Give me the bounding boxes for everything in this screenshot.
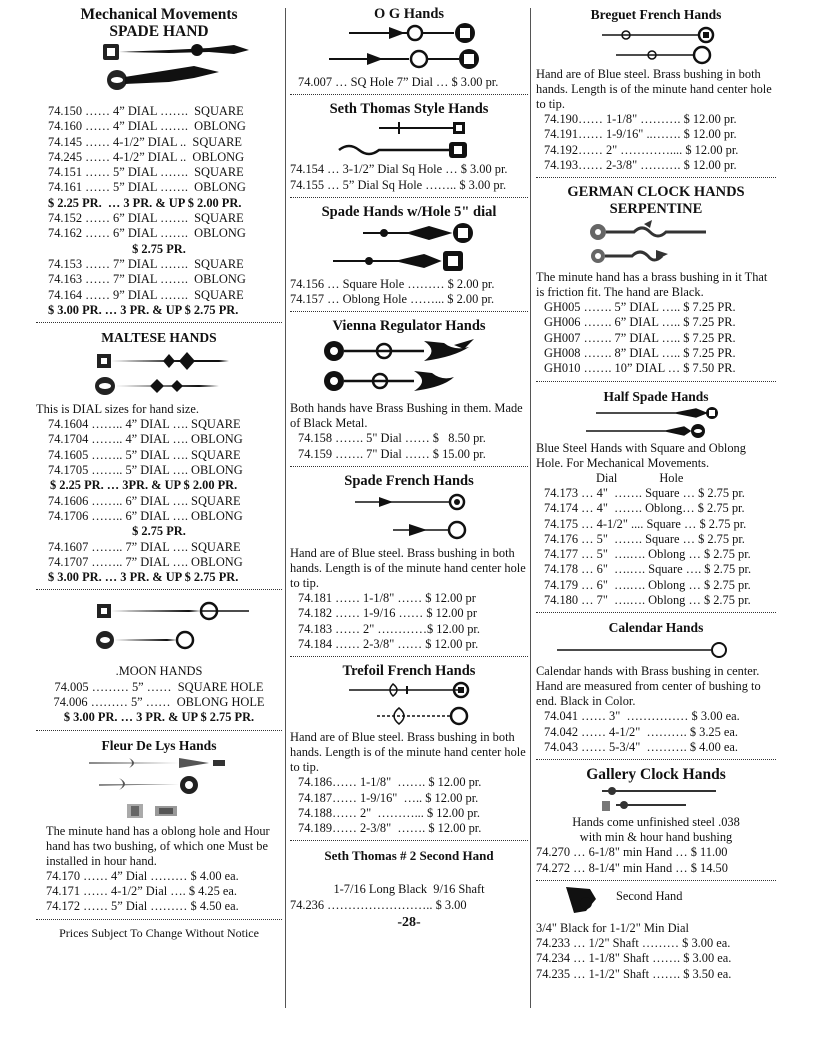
price-line: $ 3.00 PR. … 3 PR. & UP $ 2.75 PR. — [63, 710, 255, 725]
spade-hands-image — [59, 40, 259, 100]
item-line: 74.161 …… 5” DIAL ……. OBLONG — [48, 180, 246, 195]
section-title: Mechanical Movements — [80, 6, 238, 23]
item-line: 74.160 …… 4” DIAL ……. OBLONG — [48, 119, 246, 134]
trefoil-french-section — [290, 663, 528, 836]
item-line: 74.158 ……. 5" Dial …… $ 8.50 pr. — [298, 431, 486, 446]
divider — [536, 381, 776, 382]
divider — [290, 466, 528, 467]
item-line: 74.173 … 4" ……. Square … $ 2.75 pr. — [544, 485, 745, 500]
item-line: 74.172 …… 5” Dial ……… $ 4.50 ea. — [46, 899, 239, 914]
divider — [290, 311, 528, 312]
calendar-hand-image — [551, 636, 761, 664]
item-line: 74.191…… 1-9/16" ..……. $ 12.00 pr. — [544, 127, 737, 142]
section-title: Spade Hands w/Hole 5" dial — [321, 203, 497, 220]
item-line: 74.175 … 4-1/2" .... Square … $ 2.75 pr. — [544, 516, 747, 531]
item-line: 74.041 …… 3" …………… $ 3.00 ea. — [544, 709, 740, 724]
column-divider — [285, 8, 286, 1008]
price-line: $ 2.25 PR. … 3PR. & UP $ 2.00 PR. — [50, 478, 238, 493]
fleur-de-lys-image — [69, 754, 249, 824]
section-title: Breguet French Hands — [590, 7, 722, 22]
item-desc: 3/4" Black for 1-1/2" Min Dial — [536, 920, 689, 935]
section-title: Vienna Regulator Hands — [332, 318, 486, 335]
spade-french-section — [290, 473, 528, 652]
item-line: 74.178 … 6" ….…. Square …. $ 2.75 pr. — [544, 562, 752, 577]
item-line: 74.190…… 1-1/8" ………. $ 12.00 pr. — [544, 112, 737, 126]
spade-hands-hole-section — [290, 204, 528, 308]
item-line: 74.170 …… 4” Dial ……… $ 4.00 ea. — [46, 868, 239, 883]
item-line: GH010 ……. 10” DIAL … $ 7.50 PR. — [544, 361, 736, 376]
second-hand-section — [536, 887, 776, 982]
calendar-hands-section — [536, 619, 776, 755]
item-line: 74.189…… 2-3/8" ……. $ 12.00 pr. — [298, 821, 482, 836]
item-line: 74.005 ……… 5” …… SQUARE HOLE — [54, 679, 264, 694]
price-line: $ 3.00 PR. … 3 PR. & UP $ 2.75 PR. — [48, 570, 239, 585]
section-title: GERMAN CLOCK HANDS — [567, 184, 745, 201]
og-hands-image — [309, 23, 509, 75]
item-line: 74.272 … 8-1/4" min Hand … $ 14.50 — [536, 860, 728, 875]
moon-hands-section — [36, 598, 282, 725]
item-line: 74.245 …… 4-1/2” DIAL .. OBLONG — [48, 149, 245, 164]
spade-french-image — [309, 490, 509, 546]
item-line: 74.1605 …….. 5” DIAL …. SQUARE — [48, 447, 241, 462]
item-line: 74.270 … 6-1/8" min Hand … $ 11.00 — [536, 845, 728, 860]
trefoil-french-image — [309, 680, 509, 730]
header-dial: Dial — [596, 470, 618, 485]
item-line: 74.192…… 2" ………….... $ 12.00 pr. — [544, 142, 739, 157]
second-hand-image — [556, 883, 616, 923]
price-line: $ 2.75 PR. — [132, 241, 186, 256]
price-line: $ 2.75 PR. — [132, 524, 186, 539]
item-line: 74.145 …… 4-1/2” DIAL .. SQUARE — [48, 134, 242, 149]
vienna-regulator-section — [290, 318, 528, 462]
section-title: Gallery Clock Hands — [586, 766, 726, 784]
divider — [36, 730, 282, 731]
header-hole: Hole — [659, 470, 684, 485]
divider — [36, 919, 282, 920]
section-subtitle: SERPENTINE — [609, 201, 703, 218]
breguet-french-section — [536, 6, 776, 173]
item-desc: 1-7/16 Long Black 9/16 Shaft — [333, 882, 485, 897]
item-line: 74.179 … 6" ….…. Oblong … $ 2.75 pr. — [544, 577, 751, 592]
item-line: 74.157 … Oblong Hole ……... $ 2.00 pr. — [290, 292, 495, 307]
item-line: 74.235 … 1-1/2" Shaft ……. $ 3.50 ea. — [536, 966, 732, 981]
section-title: .MOON HANDS — [115, 664, 203, 679]
vienna-hands-image — [304, 335, 514, 401]
column-right — [536, 6, 776, 982]
section-subtitle: SPADE HAND — [109, 23, 209, 40]
divider — [536, 177, 776, 178]
breguet-hands-image — [556, 23, 756, 67]
item-line: 74.163 …… 7” DIAL ……. OBLONG — [48, 272, 246, 287]
section-title: Spade French Hands — [344, 473, 474, 490]
item-line: 74.043 …… 5-3/4" ………. $ 4.00 ea. — [544, 739, 738, 754]
description: Hands come unfinished steel .038 — [572, 815, 740, 830]
page-number: -28- — [397, 915, 421, 931]
item-line: 74.1607 …….. 7” DIAL …. SQUARE — [48, 539, 241, 554]
divider — [536, 612, 776, 613]
gallery-clock-hands-section — [536, 766, 776, 876]
item-line: 74.171 …… 4-1/2” Dial …. $ 4.25 ea. — [46, 883, 237, 898]
item-line: 74.236 …………………….. $ 3.00 — [290, 897, 467, 912]
spade-hole-hands-image — [309, 221, 509, 277]
item-line: 74.193…… 2-3/8" ………. $ 12.00 pr. — [544, 157, 737, 172]
item-line: 74.162 …… 6” DIAL ……. OBLONG — [48, 226, 246, 241]
section-title: Calendar Hands — [608, 620, 704, 636]
mechanical-movements-section — [36, 6, 282, 318]
maltese-hands-image — [69, 346, 249, 402]
footer-note: Prices Subject To Change Without Notice — [59, 925, 259, 940]
item-line: 74.159 ……. 7" Dial …… $ 15.00 pr. — [298, 446, 486, 461]
item-line: 74.177 … 5" ….…. Oblong … $ 2.75 pr. — [544, 547, 751, 562]
item-line: 74.1604 …….. 4” DIAL …. SQUARE — [48, 417, 241, 432]
item-line: 74.152 …… 6” DIAL ……. SQUARE — [48, 211, 244, 226]
divider — [36, 589, 282, 590]
item-line: 74.176 … 5" ……. Square … $ 2.75 pr. — [544, 531, 745, 546]
description: Calendar hands with Brass bushing in center. Hand are measured from center of bushing to end. Black in Color. — [536, 664, 761, 709]
item-line: 74.006 ……… 5” …… OBLONG HOLE — [53, 695, 265, 710]
description: Hand are of Blue steel. Brass bushing in both hands. Length is of the minute hand center hole to tip. — [290, 730, 526, 775]
item-line: 74.182 …… 1-9/16 …… $ 12.00 pr — [298, 606, 477, 621]
half-spade-section — [536, 388, 776, 609]
half-spade-hands-image — [556, 405, 756, 441]
seth-thomas-hands-image — [309, 118, 509, 162]
fleur-de-lys-section — [36, 737, 282, 915]
item-line: 74.164 …… 9” DIAL ……. SQUARE — [48, 287, 244, 302]
column-divider — [530, 8, 531, 1008]
item-line: 74.188…… 2" ………... $ 12.00 pr. — [298, 805, 480, 820]
item-line: 74.174 … 4" ……. Oblong… $ 2.75 pr. — [544, 501, 745, 516]
item-line: 74.183 …… 2" …………$ 12.00 pr. — [298, 621, 480, 636]
description: Hand are of Blue steel. Brass bushing in both hands. Length is of the minute hand center hole to tip. — [290, 546, 526, 591]
description: Hand are of Blue steel. Brass bushing in both hands. Length is of the minute hand center hole to tip. — [536, 67, 772, 111]
divider — [290, 94, 528, 95]
item-line: 74.234 … 1-1/8" Shaft ……. $ 3.00 ea. — [536, 951, 732, 966]
divider — [290, 840, 528, 841]
item-line: 74.151 …… 5” DIAL ……. SQUARE — [48, 165, 244, 180]
description: The minute hand has a brass bushing in it That is friction fit. The hand are Black. — [536, 270, 768, 300]
item-line: 74.007 … SQ Hole 7” Dial … $ 3.00 pr. — [298, 75, 499, 89]
divider — [290, 197, 528, 198]
price-line: $ 3.00 PR. … 3 PR. & UP $ 2.75 PR. — [48, 302, 239, 317]
item-line: 74.042 …… 4-1/2" ………. $ 3.25 ea. — [544, 724, 738, 739]
description: The minute hand has a oblong hole and Hour hand has two bushing, of which one Must be installed in hour hand. — [46, 823, 270, 868]
seth-thomas-second-hand-section — [290, 847, 528, 930]
item-line: 74.187…… 1-9/16" ….. $ 12.00 pr. — [298, 790, 479, 805]
section-title: O G Hands — [373, 6, 445, 22]
divider — [536, 880, 776, 881]
item-line: 74.1706 …….. 6” DIAL …. OBLONG — [48, 508, 243, 523]
item-line: 74.150 …… 4” DIAL ……. SQUARE — [48, 104, 244, 118]
section-title: Fleur De Lys Hands — [101, 737, 217, 753]
german-clock-hands-section — [536, 184, 776, 376]
item-line: 74.155 … 5” Dial Sq Hole …….. $ 3.00 pr. — [290, 177, 507, 192]
description: Blue Steel Hands with Square and Oblong Hole. For Mechanical Movements. — [536, 440, 746, 470]
item-line: 74.1707 …….. 7” DIAL …. OBLONG — [48, 554, 243, 569]
divider — [36, 322, 282, 323]
section-title: Seth Thomas # 2 Second Hand — [324, 848, 494, 864]
item-line: 74.153 …… 7” DIAL ……. SQUARE — [48, 256, 244, 271]
item-line: GH006 ……. 6” DIAL ….. $ 7.25 PR. — [544, 315, 736, 330]
item-line: GH007 ……. 7” DIAL ….. $ 7.25 PR. — [544, 330, 736, 345]
section-title: Seth Thomas Style Hands — [329, 101, 489, 118]
section-title: Half Spade Hands — [603, 388, 709, 404]
description: with min & hour hand bushing — [579, 830, 733, 845]
section-title: MALTESE HANDS — [101, 330, 217, 346]
seth-thomas-style-section — [290, 101, 528, 193]
item-line: 74.186…… 1-1/8" ……. $ 12.00 pr. — [298, 775, 482, 790]
og-hands-section — [290, 6, 528, 90]
section-title: Second Hand — [616, 888, 683, 903]
divider — [536, 759, 776, 760]
table-header — [536, 471, 776, 486]
column-middle — [290, 6, 528, 930]
item-line: 74.184 …… 2-3/8" …… $ 12.00 pr. — [298, 636, 479, 651]
maltese-hands-section — [36, 329, 282, 585]
section-title: Trefoil French Hands — [342, 663, 476, 680]
item-line: 74.180 … 7" ….…. Oblong … $ 2.75 pr. — [544, 593, 751, 608]
serpentine-hands-image — [556, 218, 756, 270]
item-line: 74.154 … 3-1/2” Dial Sq Hole … $ 3.00 pr. — [290, 162, 508, 177]
item-line: GH008 ……. 8” DIAL ….. $ 7.25 PR. — [544, 346, 736, 361]
item-line: 74.1606 …….. 6” DIAL …. SQUARE — [48, 493, 241, 508]
description: This is DIAL sizes for hand size. — [36, 402, 199, 417]
item-line: 74.1704 …….. 4” DIAL …. OBLONG — [48, 432, 243, 447]
price-line: $ 2.25 PR. … 3 PR. & UP $ 2.00 PR. — [48, 195, 242, 210]
item-line: 74.233 … 1/2" Shaft ……… $ 3.00 ea. — [536, 936, 731, 951]
item-line: 74.181 …… 1-1/8" …… $ 12.00 pr — [298, 591, 476, 606]
column-left — [36, 6, 282, 941]
item-line: GH005 ……. 5” DIAL ….. $ 7.25 PR. — [544, 300, 736, 315]
divider — [290, 656, 528, 657]
gallery-hands-image — [556, 783, 756, 815]
moon-hands-image — [69, 598, 249, 660]
item-line: 74.156 … Square Hole ……… $ 2.00 pr. — [290, 276, 495, 291]
item-line: 74.1705 …….. 5” DIAL …. OBLONG — [48, 463, 243, 478]
description: Both hands have Brass Bushing in them. Made of Black Metal. — [290, 401, 523, 431]
